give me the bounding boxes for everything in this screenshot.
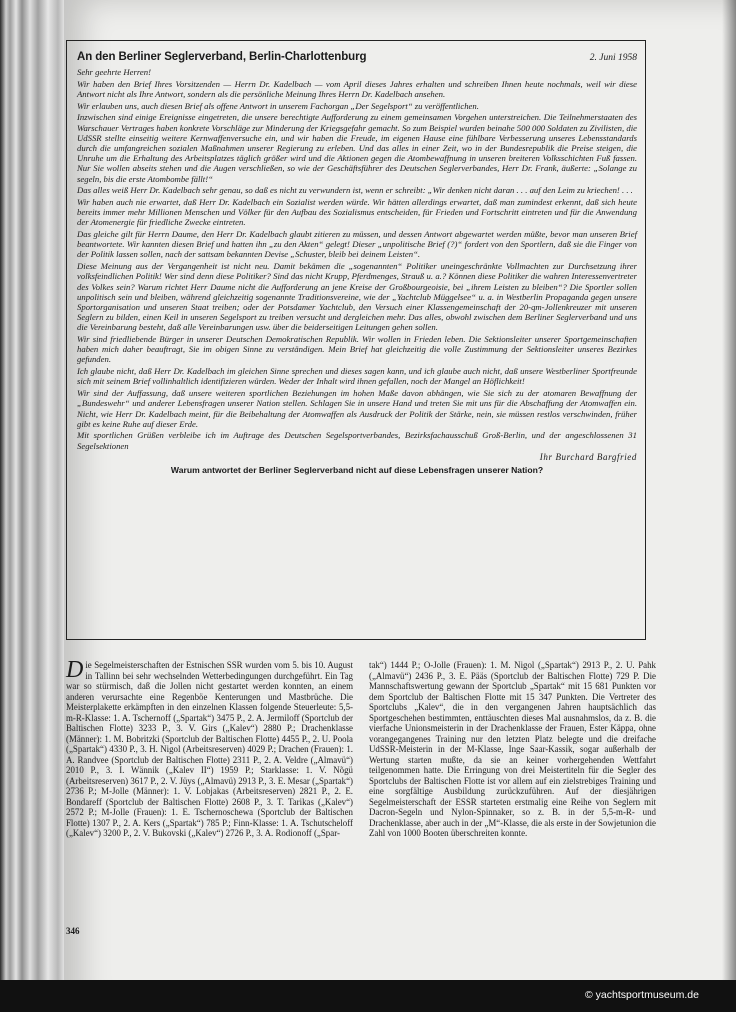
article-dropcap: D bbox=[66, 657, 84, 683]
letter-paragraph: Wir sind friedliebende Bürger in unserer Deutschen Demokratischen Republik. Wir wollen in Frieden leben. Die Sektionsleiter unserer Sportgemeinschaften haben mich daher beauftragt, Sie im obigen Sinne zu verständigen. Mein Brief hat gleichzeitig die volle Zustimmung der Sektionsleiter unseres Bezirkes gefunden. bbox=[77, 334, 637, 365]
letter-title: An den Berliner Seglerverband, Berlin-Charlottenburg bbox=[77, 51, 367, 63]
letter-signature: Ihr Burchard Bargfried bbox=[539, 452, 637, 463]
page-spine-shadow bbox=[722, 0, 736, 1012]
page-number: 346 bbox=[66, 926, 80, 936]
letter-paragraph: Diese Meinung aus der Vergangenheit ist nicht neu. Damit bekämen die „sogenannten“ Politiker uneingeschränkte Vollmachten zur Durchsetzung ihrer volksfeindlichen Politik! Wer sind denn diese Politiker? Sind das nicht Krupp, Pferdmenges, Strauß u. a.? Können diese Politiker die wahren Interessenvertreter des Volkes sein? Warum richtet Herr Daume nicht die Aufforderung an jene Kreise der Großbourgeoisie, bei „ihrem Leisten zu bleiben“? Die Sportler sollen unpolitisch sein und bleiben, während gleichzeitig sogenannte Traditionsvereine, wie der „Yachtclub Müggelsee“ u. a. in Westberlin Propaganda gegen unsere Sportorganisation und unseren Staat treiben; oder der Potsdamer Yachtclub, den Versuch einer Klassengemeinschaft der 20-qm-Jollenkreuzer mit unseren Seglern zu bilden, einen Keil in unseren Segelsport zu treiben versucht und dergleichen mehr. Das alles, obwohl zwischen dem Berliner Seglerverband und uns die Vereinbarung besteht, daß alle Vereinbarungen usw. über die beiderseitigen Leitungen gehen sollen. bbox=[77, 261, 637, 333]
letter-paragraph: Wir haben den Brief Ihres Vorsitzenden — Herrn Dr. Kadelbach — vom April dieses Jahres erhalten und schreiben Ihnen heute nochmals, weil wir diese Antwort nicht als Ihre Antwort, sondern als die persönliche Meinung Ihres Herrn Dr. Kadelbach ansehen. bbox=[77, 78, 637, 99]
letter-paragraph: Das gleiche gilt für Herrn Daume, den Herr Dr. Kadelbach glaubt zitieren zu müssen, und dessen Antwort abgewartet werden müßte, bevor man unseren Brief beantwortete. Wir kannten diesen Brief und hatten ihn „zu den Akten“ gelegt! Dieser „unpolitische Brief (?)“ fordert von den Sportlern, daß sie die Finger von der Politik lassen sollen, nach der sattsam bekannten Devise „Schuster, bleib bei deinem Leisten“. bbox=[77, 229, 637, 260]
book-page-edges bbox=[0, 0, 66, 1012]
letter-paragraph: Wir erlauben uns, auch diesen Brief als offene Antwort in unserem Fachorgan „Der Segelsport“ zu veröffentlichen. bbox=[77, 100, 479, 111]
letter-body bbox=[77, 67, 637, 451]
article-left-text: ie Segelmeisterschaften der Estnischen SSR wurden vom 5. bis 10. August in Tallinn bei sehr wechselnden Wetterbedingungen durchgeführt. Ein Tag war so stürmisch, daß die Jollen nicht gestartet werden konnten, an einem anderen verursachte eine Regenböe Kenterungen und Mastbrüche. Die Meisterplakette erkämpften in den einzelnen Klassen folgende Steuerleute: 5,5-m-R-Klasse: 1. A. Tschernoff („Spartak“) 3475 P., 2. A. Jermiloff (Sportclub der Baltischen Flotte) 3233 P., 3. V. Girs („Kalev“) 2880 P.; Drachenklasse (Männer): 1. M. Bobritzki (Sportclub der Baltischen Flotte) 4455 P., 2. U. Poola („Spartak“) 4330 P., 3. H. Nigol (Arbeitsreserven) 4029 P.; Drachen (Frauen): 1. A. Randvee (Sportclub der Baltischen Flotte) 2311 P., 2. A. Veldre („Almavü“) 2010 P., 3. I. Wännik („Kalev II“) 1959 P.; Starklasse: 1. V. Nõgü (Arbeitsreserven) 3617 P., 2. V. Jüys („Almavü) 2913 P., 3. E. Mesar („Spartak“) 2736 P.; M-Jolle (Männer): 1. V. Lobjakas (Arbeitsreserven) 2821 P., 2. E. Bondareff (Sportclub der Baltischen Flotte) 2608 P., 3. T. Tarikas („Kalev“) 2572 P.; M-Jolle (Frauen): 1. E. Tschernoschewa (Sportclub der Baltischen Flotte) 1307 P., 2. A. Kers („Spartak“) 785 P.; Finn-Klasse: 1. A. Tschutscheloff („Kalev“) 3200 P., 2. V. Bukovski („Kalev“) 2726 P., 3. A. Rodionoff („Spar- bbox=[66, 660, 353, 838]
article-columns bbox=[66, 657, 656, 839]
letter-paragraph: Wir haben auch nie erwartet, daß Herr Dr. Kadelbach ein Sozialist werden würde. Wir hätten allerdings erwartet, daß man zumindest erkennt, daß sich heute bereits immer mehr Millionen Menschen und Völker für den Aufbau des Sozialismus entscheiden, für Frieden und Fortschritt eintreten und für die Anwendung der Atomenergie für friedliche Zwecke eintreten. bbox=[77, 196, 637, 228]
watermark bbox=[585, 989, 699, 1001]
article-left-column bbox=[66, 657, 353, 839]
letter-closing-question: Warum antwortet der Berliner Seglerverband nicht auf diese Lebensfragen unserer Nation? bbox=[170, 465, 544, 476]
letter-header bbox=[77, 51, 637, 63]
letter-paragraph: Wir sind der Auffassung, daß unsere weiteren sportlichen Beziehungen im hohen Maße davon abhängen, wie Sie sich zu der atomaren Bewaffnung der „Bundeswehr“ und anderer Lebensfragen unserer Nation stellen. Schlagen Sie in unsere Hand und treten Sie mit uns für die Abschaffung der Atomwaffen ein. Nicht, wie Herr Dr. Kadelbach meint, für die Beibehaltung der Atomwaffen als Ausdruck der Politik der Stärke, nein, sie müssen restlos verschwinden, früher gibt es keine Ruhe auf dieser Erde. bbox=[77, 388, 637, 429]
letter-date: 2. Juni 1958 bbox=[589, 53, 637, 63]
article-right-column bbox=[369, 660, 656, 839]
open-letter-box bbox=[66, 40, 646, 640]
letter-paragraph: Ich glaube nicht, daß Herr Dr. Kadelbach im gleichen Sinne sprechen und dieses sagen kann, und ich glaube auch nicht, daß unsere Westberliner Sportfreunde sich mit seinem Brief vollinhaltlich identifizieren würden. Weder der Inhalt wird ihnen gefallen, noch der Mangel an Höflichkeit! bbox=[77, 366, 637, 387]
letter-paragraph: Das alles weiß Herr Dr. Kadelbach sehr genau, so daß es nicht zu verwundern ist, wenn er schreibt: „Wir denken nicht daran . . . auf den Leim zu kriechen! . . . bbox=[77, 185, 633, 196]
watermark-text: © yachtsportmuseum.de bbox=[585, 989, 699, 1001]
letter-salutation: Sehr geehrte Herren! bbox=[77, 67, 151, 77]
article-right-text: tak“) 1444 P.; O-Jolle (Frauen): 1. M. Nigol („Spartak“) 2913 P., 2. U. Pahk („Almavü“) 2436 P., 3. E. Pääs (Sportclub der Baltischen Flotte) 729 P. Die Mannschaftswertung gewann der Sportclub „Spartak“ mit 15 681 Punkten vor dem Sportclub der Baltischen Flotte mit 15 347 Punkten. Die Vertreter des Sportclubs „Kalev“, die in den vergangenen Jahren hauptsächlich das Sportgeschehen bestimmten, enttäuschten dieses Mal ausnahmslos, da z. B. die vierfache Unionsmeisterin in der Drachenklasse der Frauen, Ester Käppa, ohne vorangegangenes Training nur den letzten Platz belegte und die dreifache UdSSR-Meisterin in der M-Klasse, Inge Saar-Kassik, sogar außerhalb der Wertung starten mußte, da sie an keiner vorhergehenden Wettfahrt teilgenommen hatte. Die Erringung von drei Meistertiteln für die Segler des Sportclubs der Baltischen Flotte ist vor allem auf ein zielstrebiges Training und eine sorgfältige Ausbildung zurückzuführen. Auf der diesjährigen Segelmeisterschaft der ESSR starteten erstmalig eine Reihe von Seglern mit Dacron-Segeln und Nylon-Spinnaker, so z. B. in der 5,5-m-R- und Drachenklasse, aber auch in der „M“-Klasse, die als erste in der Sowjetunion die Zahl von 1000 Booten überschreiten konnte. bbox=[369, 660, 656, 838]
letter-closing: Mit sportlichen Grüßen verbleibe ich im Auftrage des Deutschen Segelsportverbandes, Bezirksfachausschuß Groß-Berlin, und der angeschlossenen 31 Segelsektionen bbox=[77, 430, 637, 451]
letter-paragraph: Inzwischen sind einige Ereignisse eingetreten, die unsere berechtigte Aufforderung zu einem gemeinsamen Vorgehen unterstreichen. Die Teilnehmerstaaten des Warschauer Vertrages haben konkrete Vorschläge zur Minderung der Kriegsgefahr gemacht. So zum Beispiel wurden beinahe 500 000 Soldaten zu Zivilisten, die UdSSR stellte einseitig weitere Kernwaffenversuche ein, und wir haben die Freude, im eigenen Hause eine fühlbare Verbesserung unseres Lebensstandards durch die umfangreichen sozialen Maßnahmen unserer Regierung zu erleben. Und das alles in einer Zeit, wo in der Bundesrepublik die Preise steigen, die Unruhe um die Erhaltung des Arbeitsplatzes täglich größer wird und die Aktionen gegen die Atombewaffnung in unseren breiteren Volksschichten Fuß fassen. Nur Sie wollen abseits stehen und die Augen verschließen, so wie der Geschäftsführer des Deutschen Seglerverbandes, Herr Dr. Frank, äußerte: „Solange zu segeln, bis die erste Atombombe fällt!“ bbox=[77, 112, 637, 184]
